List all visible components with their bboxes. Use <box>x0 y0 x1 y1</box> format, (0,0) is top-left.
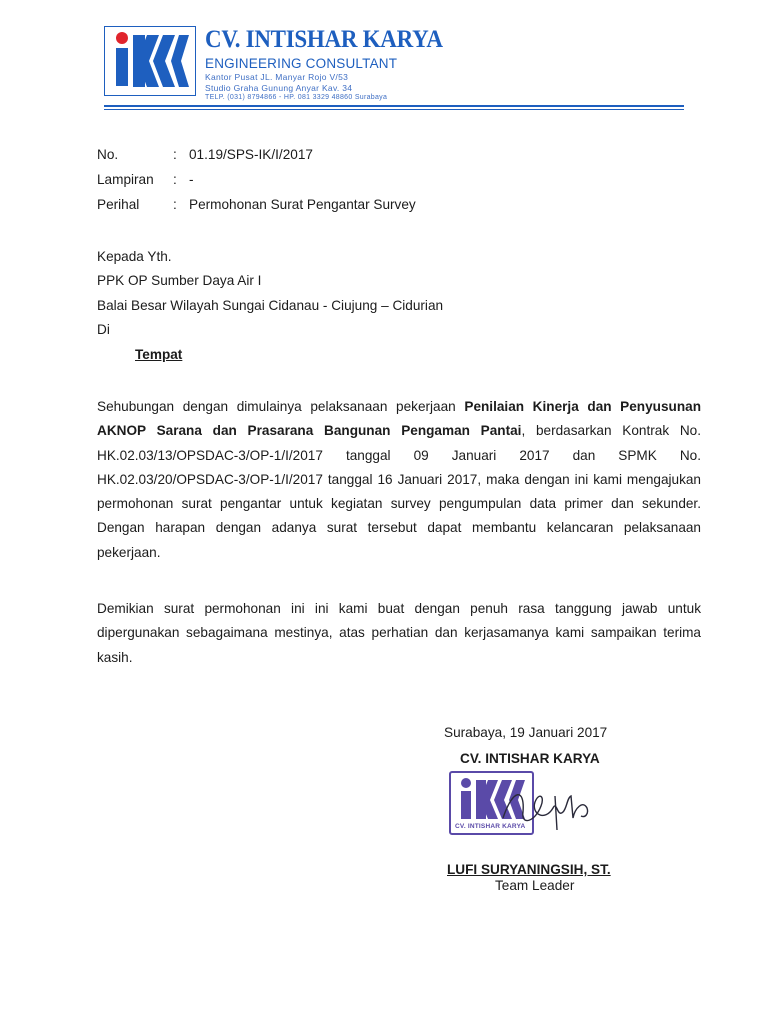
body-paragraph <box>97 395 701 565</box>
signatory-title: Team Leader <box>495 878 575 893</box>
signatory-name: LUFI SURYANINGSIH, ST. <box>447 862 611 877</box>
stamp-text: CV. INTISHAR KARYA <box>455 823 526 830</box>
address-line: Studio Graha Gunung Anyar Kav. 34 <box>205 83 353 93</box>
body-text: , berdasarkan Kontrak No. HK.02.03/13/OPSDAC-3/OP-1/I/2017 tanggal 09 Januari 2017 dan SPMK No. HK.02.03/20/OPSDAC-3/OP-1/I/2017 tanggal 16 Januari 2017, maka dengan ini kami mengajukan permohonan surat pengantar untuk kegiatan survey pengumpulan data primer dan sekunder. Dengan harapan dengan adanya surat tersebut dapat membantu kelancaran pelaksanaan pekerjaan. <box>97 423 701 560</box>
letter-number: 01.19/SPS-IK/I/2017 <box>189 147 313 162</box>
header-rule <box>104 105 684 107</box>
header-rule <box>104 109 684 110</box>
recipient-institution: Balai Besar Wilayah Sungai Cidanau - Ciujung – Cidurian <box>97 298 444 313</box>
subject-value: Permohonan Surat Pengantar Survey <box>189 197 416 212</box>
meta-colon: : <box>173 147 177 162</box>
project-title: Penilaian Kinerja dan Penyusunan AKNOP Sarana dan Prasarana Bangunan Pengaman Pantai <box>97 399 702 439</box>
signature-company: CV. INTISHAR KARYA <box>460 751 600 766</box>
handwritten-signature <box>495 778 605 838</box>
ik-logo-icon <box>105 27 194 94</box>
body-text: Sehubungan dengan dimulainya pelaksanaan pekerjaan <box>97 399 465 414</box>
meta-label: Lampiran <box>97 172 154 187</box>
recipient-place: Tempat <box>135 347 183 362</box>
letterhead <box>104 26 684 112</box>
company-name: CV. INTISHAR KARYA <box>205 26 443 53</box>
company-logo <box>104 26 196 96</box>
recipient-salutation: Kepada Yth. <box>97 249 172 264</box>
meta-label: No. <box>97 147 119 162</box>
recipient-name: PPK OP Sumber Daya Air I <box>97 273 262 288</box>
closing-paragraph: Demikian surat permohonan ini ini kami buat dengan penuh rasa tanggung jawab untuk dipergunakan sebagaimana mestinya, atas perhatian dan kerjasamanya kami sampaikan terima kasih. <box>97 601 701 665</box>
meta-colon: : <box>173 197 177 212</box>
attachment-value: - <box>189 172 194 187</box>
meta-label: Perihal <box>97 197 140 212</box>
address-line: Kantor Pusat JL. Manyar Rojo V/53 <box>205 72 349 82</box>
recipient-di: Di <box>97 322 110 337</box>
contact-line: TELP. (031) 8794866 - HP. 081 3329 48860 Surabaya <box>205 94 388 101</box>
company-subtitle: ENGINEERING CONSULTANT <box>205 56 398 71</box>
place-date: Surabaya, 19 Januari 2017 <box>444 725 608 740</box>
meta-colon: : <box>173 172 177 187</box>
